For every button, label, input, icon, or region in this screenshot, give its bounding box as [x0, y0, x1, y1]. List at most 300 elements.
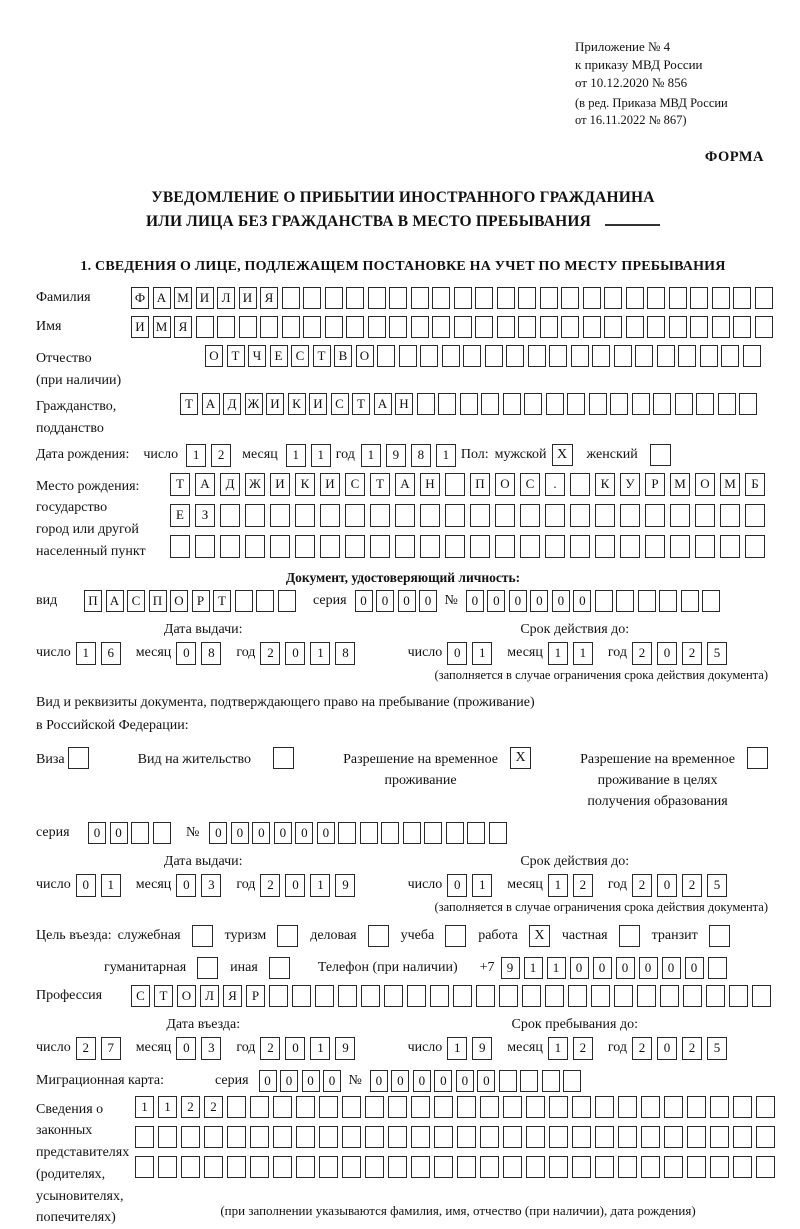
form-cell [708, 957, 727, 979]
form-cell [273, 747, 294, 769]
option-residence-permit [138, 747, 294, 770]
form-cell [733, 1126, 752, 1148]
form-cell [614, 345, 632, 367]
form-cell [345, 535, 365, 558]
form-cell: М [174, 287, 192, 309]
form-cell [518, 287, 536, 309]
purpose-other-label: иная [230, 959, 258, 975]
form-cell: 0 [259, 1070, 277, 1092]
form-cell [384, 985, 403, 1007]
form-cell [618, 1156, 637, 1178]
form-cell [561, 287, 579, 309]
form-cell [411, 1126, 430, 1148]
form-cell [720, 504, 740, 527]
form-cell [245, 535, 265, 558]
form-cell [368, 925, 389, 947]
option-temp-residence-label: Разрешение на временное проживание [343, 751, 498, 788]
form-cell [595, 590, 613, 612]
id-doc-row [36, 590, 770, 612]
form-cell: Р [645, 473, 665, 496]
form-cell: М [670, 473, 690, 496]
form-cell [273, 1126, 292, 1148]
form-cell [460, 393, 478, 415]
stay-until-month [548, 1037, 598, 1060]
form-cell [368, 316, 386, 338]
id-doc-valid-heading: Срок действия до: [520, 621, 630, 637]
form-cell: 1 [548, 874, 568, 897]
migration-card-number-cells [370, 1070, 585, 1092]
month-label: месяц [135, 1040, 172, 1056]
stay-until-day [447, 1037, 497, 1060]
representatives-cells-row1 [135, 1096, 779, 1118]
form-cell [273, 1096, 292, 1118]
form-cell: 1 [135, 1096, 154, 1118]
form-cell: X [552, 444, 573, 466]
form-cell [495, 535, 515, 558]
form-cell [315, 985, 334, 1007]
form-cell [475, 316, 493, 338]
form-cell [645, 504, 665, 527]
form-cell [549, 1096, 568, 1118]
form-cell [657, 345, 675, 367]
surname-row [36, 287, 770, 309]
migration-card-number-label: № [348, 1072, 362, 1088]
form-cell: О [177, 985, 196, 1007]
form-cell [499, 1070, 517, 1092]
form-cell [250, 1126, 269, 1148]
form-cell [342, 1096, 361, 1118]
residence-doc-intro-line1: Вид и реквизиты документа, подтверждающего право на пребывание (проживание) [36, 694, 535, 710]
purpose-work-label: работа [478, 927, 518, 943]
residence-doc-series-label: серия [36, 824, 70, 840]
form-cell [345, 504, 365, 527]
form-cell [660, 985, 679, 1007]
form-cell [273, 1156, 292, 1178]
form-cell [687, 1156, 706, 1178]
form-cell: К [595, 473, 615, 496]
form-cell [181, 1156, 200, 1178]
form-cell [710, 1126, 729, 1148]
form-cell [395, 504, 415, 527]
option-temp-residence-checkbox [510, 747, 531, 769]
form-cell: 1 [436, 444, 456, 467]
form-cell [463, 345, 481, 367]
form-cell [595, 1096, 614, 1118]
form-cell [664, 1126, 683, 1148]
form-cell [626, 287, 644, 309]
form-cell: 0 [88, 822, 106, 844]
day-label: число [407, 1040, 443, 1056]
form-cell [690, 287, 708, 309]
form-cell: М [153, 316, 171, 338]
id-doc-valid-day [447, 642, 497, 665]
form-cell: Р [246, 985, 265, 1007]
form-cell [454, 316, 472, 338]
form-cell [480, 1096, 499, 1118]
form-cell: З [195, 504, 215, 527]
form-cell [181, 1126, 200, 1148]
residence-doc-valid-day [447, 874, 497, 897]
form-cell [388, 1126, 407, 1148]
form-cell [756, 1126, 775, 1148]
form-cell [361, 985, 380, 1007]
form-cell [647, 316, 665, 338]
birth-place-label-line: город или другой [36, 521, 139, 537]
form-cell [756, 1096, 775, 1118]
form-cell: 0 [447, 874, 467, 897]
form-cell [546, 393, 564, 415]
residence-doc-valid-month [548, 874, 598, 897]
form-cell: О [356, 345, 374, 367]
form-cell [342, 1156, 361, 1178]
id-doc-issue-group [36, 622, 370, 665]
citizenship-label-line: подданство [36, 420, 104, 436]
form-cell [641, 1126, 660, 1148]
amendment-line: (в ред. Приказа МВД России [575, 95, 728, 110]
year-label: год [607, 645, 627, 661]
form-cell [377, 345, 395, 367]
form-cell: 0 [317, 822, 335, 844]
form-cell [475, 287, 493, 309]
form-cell: П [84, 590, 102, 612]
form-cell [659, 590, 677, 612]
representatives-cells-row3 [135, 1156, 779, 1178]
form-cell: 2 [260, 642, 280, 665]
form-cell [319, 1096, 338, 1118]
stay-until-heading: Срок пребывания до: [511, 1016, 638, 1032]
form-cell [388, 1156, 407, 1178]
residence-doc-number-cells [209, 822, 510, 844]
form-cell [278, 590, 296, 612]
form-cell: 0 [370, 1070, 388, 1092]
representatives-label-line: Сведения о [36, 1101, 104, 1117]
form-cell [650, 444, 671, 466]
birth-date-label: Дата рождения: [36, 447, 130, 463]
id-doc-issue-year [260, 642, 360, 665]
entry-date-heading: Дата въезда: [166, 1016, 241, 1032]
form-cell: 0 [274, 822, 292, 844]
form-cell [687, 1126, 706, 1148]
purpose-tourism-checkbox [277, 925, 298, 947]
form-cell: Т [213, 590, 231, 612]
form-cell [403, 822, 421, 844]
purpose-other-checkbox [269, 957, 290, 979]
form-cell [389, 287, 407, 309]
form-cell [270, 504, 290, 527]
phone-prefix: +7 [479, 959, 495, 975]
form-cell [407, 985, 426, 1007]
id-doc-number-label: № [444, 592, 458, 608]
form-cell [561, 316, 579, 338]
form-cell: 0 [413, 1070, 431, 1092]
form-cell [733, 1096, 752, 1118]
form-cell [720, 535, 740, 558]
form-cell: И [266, 393, 284, 415]
form-cell [653, 393, 671, 415]
form-cell [420, 535, 440, 558]
representatives-note: (при заполнении указываются фамилия, имя, отчество (при наличии), дата рождения) [220, 1202, 696, 1218]
form-cell [470, 535, 490, 558]
form-cell: Ч [248, 345, 266, 367]
form-cell [296, 1156, 315, 1178]
form-cell [572, 1096, 591, 1118]
form-cell [669, 316, 687, 338]
form-cell: 0 [685, 957, 704, 979]
form-cell [370, 535, 390, 558]
form-cell [360, 822, 378, 844]
residence-doc-valid-heading: Срок действия до: [520, 853, 630, 869]
form-cell [595, 535, 615, 558]
form-cell: 1 [158, 1096, 177, 1118]
form-cell [445, 925, 466, 947]
residence-doc-issue-heading: Дата выдачи: [163, 853, 243, 869]
form-cell [135, 1126, 154, 1148]
form-cell [595, 504, 615, 527]
form-cell: Я [260, 287, 278, 309]
form-cell [545, 535, 565, 558]
form-cell [239, 316, 257, 338]
id-doc-issue-month [176, 642, 226, 665]
form-cell [434, 1126, 453, 1148]
form-cell: О [170, 590, 188, 612]
form-cell [733, 316, 751, 338]
form-cell [250, 1156, 269, 1178]
firstname-label: Имя [36, 318, 62, 334]
form-cell: 1 [547, 957, 566, 979]
form-cell [614, 985, 633, 1007]
patronymic-label [36, 345, 205, 391]
form-cell: 2 [211, 444, 231, 467]
residence-doc-note: (заполняется в случае ограничения срока действия документа) [434, 899, 768, 914]
form-cell [756, 1156, 775, 1178]
form-cell: 2 [682, 874, 702, 897]
form-cell [520, 504, 540, 527]
id-doc-dates [36, 622, 770, 665]
form-cell: 0 [530, 590, 548, 612]
birth-place-row [36, 473, 770, 566]
form-cell: В [334, 345, 352, 367]
form-cell [457, 1126, 476, 1148]
migration-card-label: Миграционная карта: [36, 1072, 165, 1088]
form-cell: 0 [323, 1070, 341, 1092]
form-cell [589, 393, 607, 415]
form-cell [618, 1096, 637, 1118]
id-doc-valid-month [548, 642, 598, 665]
form-cell: Н [420, 473, 440, 496]
form-cell [457, 1156, 476, 1178]
form-cell [520, 1070, 538, 1092]
form-cell [420, 345, 438, 367]
form-cell: 0 [302, 1070, 320, 1092]
form-cell: 1 [310, 1037, 330, 1060]
profession-label: Профессия [36, 987, 103, 1003]
form-cell [368, 287, 386, 309]
form-cell [296, 1096, 315, 1118]
form-cell [641, 1156, 660, 1178]
year-label: год [236, 877, 256, 893]
form-cell: О [205, 345, 223, 367]
form-cell [632, 393, 650, 415]
form-cell: 0 [657, 1037, 677, 1060]
form-cell: X [529, 925, 550, 947]
form-cell [480, 1156, 499, 1178]
form-cell [690, 316, 708, 338]
form-cell: 2 [682, 1037, 702, 1060]
form-cell: 0 [487, 590, 505, 612]
form-cell: 1 [573, 642, 593, 665]
form-cell [604, 287, 622, 309]
representatives-label-line: попечителях) [36, 1210, 116, 1226]
month-label: месяц [135, 645, 172, 661]
form-cell: 0 [280, 1070, 298, 1092]
form-cell: 0 [434, 1070, 452, 1092]
option-temp-residence-education [580, 747, 768, 812]
form-cell: С [291, 345, 309, 367]
form-cell [338, 985, 357, 1007]
entry-year [260, 1037, 360, 1060]
form-cell [320, 535, 340, 558]
form-cell: А [395, 473, 415, 496]
patronymic-cells [205, 345, 764, 367]
form-cell: 0 [466, 590, 484, 612]
form-cell: 1 [447, 1037, 467, 1060]
purpose-transit-checkbox [709, 925, 730, 947]
month-label: месяц [507, 645, 543, 661]
form-cell: А [153, 287, 171, 309]
month-label: месяц [135, 877, 172, 893]
form-cell: 0 [76, 874, 96, 897]
migration-card-series-label: серия [215, 1072, 249, 1088]
id-doc-issue-heading: Дата выдачи: [163, 621, 243, 637]
day-label: число [36, 645, 71, 661]
entry-month [176, 1037, 226, 1060]
form-cell [503, 1126, 522, 1148]
form-cell [295, 535, 315, 558]
stay-until-group [408, 1017, 742, 1060]
form-word: ФОРМА [704, 149, 764, 166]
form-cell [718, 393, 736, 415]
form-cell: 2 [632, 874, 652, 897]
form-cell [528, 345, 546, 367]
form-cell [712, 287, 730, 309]
day-label: число [36, 877, 71, 893]
form-cell: 0 [477, 1070, 495, 1092]
form-cell [702, 590, 720, 612]
purpose-row1 [36, 925, 770, 947]
form-cell [664, 1096, 683, 1118]
form-cell: 1 [286, 444, 306, 467]
migration-card-series-cells [259, 1070, 345, 1092]
day-label: число [407, 645, 443, 661]
form-cell: Н [395, 393, 413, 415]
form-cell [549, 1156, 568, 1178]
form-cell [319, 1126, 338, 1148]
phone-cells [501, 957, 731, 979]
form-cell: 0 [285, 1037, 305, 1060]
purpose-private-checkbox [619, 925, 640, 947]
form-cell [524, 393, 542, 415]
form-cell [454, 287, 472, 309]
form-cell [635, 345, 653, 367]
form-cell [595, 1126, 614, 1148]
purpose-business-checkbox [368, 925, 389, 947]
form-cell [670, 504, 690, 527]
residence-doc-series-cells [88, 822, 174, 844]
form-cell: 0 [355, 590, 373, 612]
form-cell: 2 [573, 1037, 593, 1060]
form-cell [595, 1156, 614, 1178]
form-cell [733, 287, 751, 309]
form-cell [453, 985, 472, 1007]
firstname-row [36, 316, 770, 338]
form-cell [637, 985, 656, 1007]
form-cell [678, 345, 696, 367]
form-cell: 0 [662, 957, 681, 979]
form-cell [170, 535, 190, 558]
form-cell: А [195, 473, 215, 496]
form-cell: 0 [231, 822, 249, 844]
section1-heading: 1. СВЕДЕНИЯ О ЛИЦЕ, ПОДЛЕЖАЩЕМ ПОСТАНОВКЕ НА УЧЕТ ПО МЕСТУ ПРЕБЫВАНИЯ [80, 258, 726, 274]
form-cell: О [495, 473, 515, 496]
form-cell [365, 1126, 384, 1148]
form-cell [250, 1096, 269, 1118]
form-cell [485, 345, 503, 367]
form-cell: П [470, 473, 490, 496]
form-cell [445, 504, 465, 527]
form-cell [669, 287, 687, 309]
form-cell [476, 985, 495, 1007]
form-cell [365, 1096, 384, 1118]
form-cell [457, 1096, 476, 1118]
form-cell [430, 985, 449, 1007]
form-cell [365, 1156, 384, 1178]
form-cell [497, 316, 515, 338]
form-cell: 0 [657, 642, 677, 665]
profession-cells [131, 985, 775, 1007]
form-cell: А [374, 393, 392, 415]
form-cell: 0 [176, 642, 196, 665]
form-cell: 2 [76, 1037, 96, 1060]
form-cell [570, 473, 590, 496]
residence-doc-number-label: № [186, 824, 200, 840]
id-doc-series-label: серия [313, 592, 347, 608]
form-cell [542, 1070, 560, 1092]
representatives-label-line: усыновителях, [36, 1188, 124, 1204]
form-cell [545, 504, 565, 527]
form-cell: Я [174, 316, 192, 338]
form-cell [729, 985, 748, 1007]
form-cell [269, 957, 290, 979]
form-cell: С [345, 473, 365, 496]
form-cell [446, 822, 464, 844]
day-label: число [36, 1040, 71, 1056]
form-cell: М [720, 473, 740, 496]
citizenship-label [36, 393, 180, 439]
form-cell: И [270, 473, 290, 496]
form-cell [434, 1096, 453, 1118]
form-cell [549, 1126, 568, 1148]
form-cell [227, 1156, 246, 1178]
form-cell: Е [270, 345, 288, 367]
form-cell: 0 [593, 957, 612, 979]
form-cell [389, 316, 407, 338]
form-cell: О [695, 473, 715, 496]
day-label: число [143, 447, 179, 463]
form-cell [506, 345, 524, 367]
representatives-label-line: (родителях, [36, 1166, 106, 1182]
form-cell: 2 [204, 1096, 223, 1118]
form-cell [755, 316, 773, 338]
